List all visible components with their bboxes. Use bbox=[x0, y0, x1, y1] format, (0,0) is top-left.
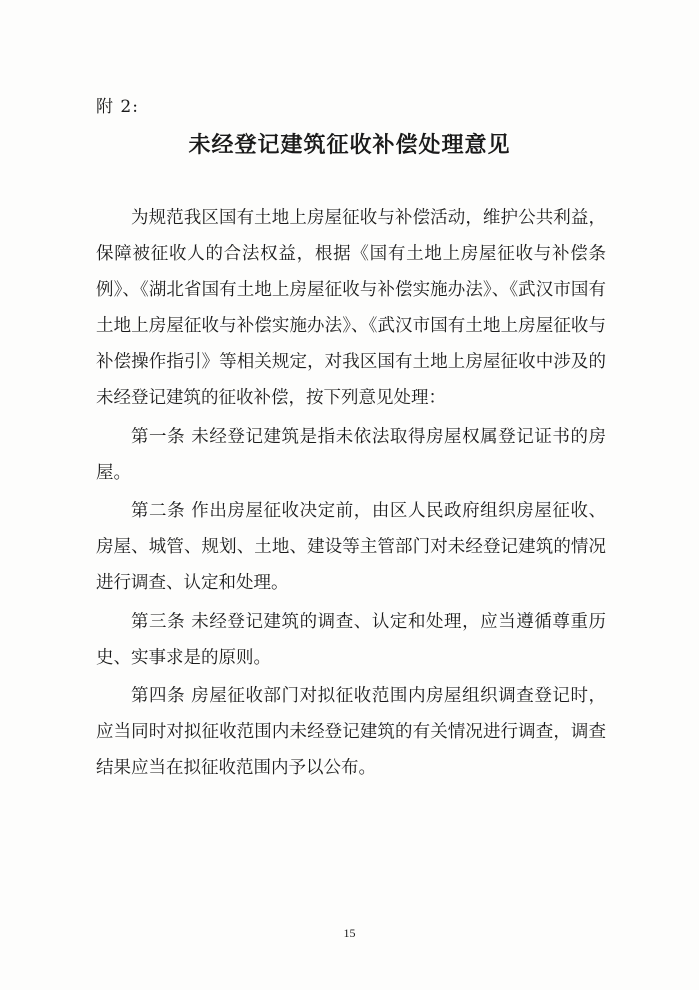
attachment-label: 附 2: bbox=[96, 97, 139, 117]
document-title: 未经登记建筑征收补偿处理意见 bbox=[188, 132, 511, 158]
page-number: 15 bbox=[343, 926, 356, 940]
paragraph-article-1: 第一条 未经登记建筑是指未依法取得房屋权属登记证书的房屋。 bbox=[96, 426, 606, 483]
document-body bbox=[96, 200, 606, 789]
paragraph-article-4: 第四条 房屋征收部门对拟征收范围内房屋组织调查登记时，应当同时对拟征收范围内未经登记建筑的有关情况进行调查，调查结果应当在拟征收范围内予以公布。 bbox=[96, 686, 606, 778]
paragraph-intro: 为规范我区国有土地上房屋征收与补偿活动，维护公共利益，保障被征收人的合法权益，根据《国有土地上房屋征收与补偿条例》、《湖北省国有土地上房屋征收与补偿实施办法》、《武汉市国有土地上房屋征收与补偿实施办法》、《武汉市国有土地上房屋征收与补偿操作指引》等相关规定，对我区国有土地上房屋征收中涉及的未经登记建筑的征收补偿，按下列意见处理： bbox=[96, 208, 606, 408]
paragraph-article-3: 第三条 未经登记建筑的调查、认定和处理，应当遵循尊重历史、实事求是的原则。 bbox=[96, 611, 606, 668]
paragraph-article-2: 第二条 作出房屋征收决定前，由区人民政府组织房屋征收、房屋、城管、规划、土地、建设等主管部门对未经登记建筑的情况进行调查、认定和处理。 bbox=[96, 501, 606, 593]
